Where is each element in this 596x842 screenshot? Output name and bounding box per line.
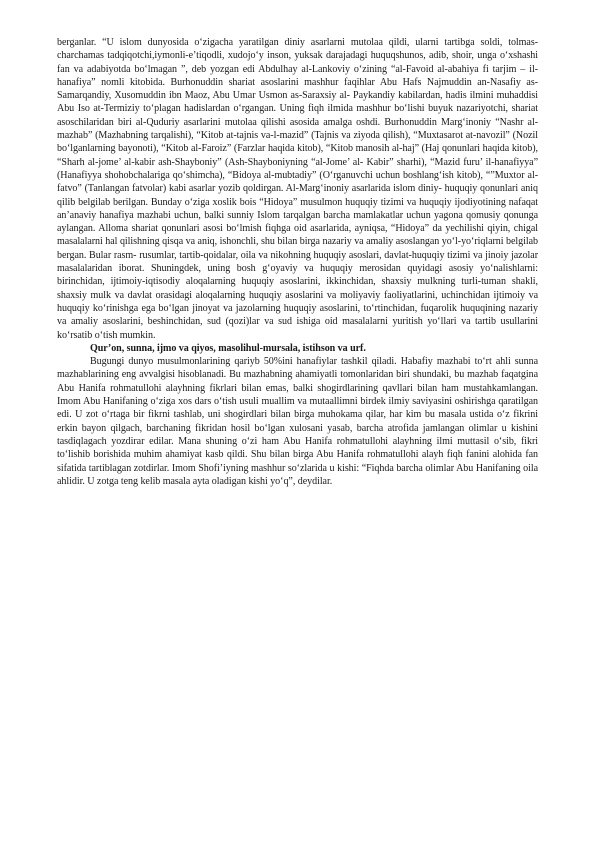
section-heading: Qur’on, sunna, ijmo va qiyos, masolihul-mursala, istihson va urf. [90, 342, 366, 354]
body-paragraph-hidoya: berganlar. “U islom dunyosida o‘zigacha yaratilgan diniy asarlarni mutolaa qildi, ularni tartibga soldi, tolmas-charchamas tadqiqotchi,iymonli-e’tiqodli, xudojo‘y inson, yuksak darajadagi huquqshunos, adib, shoir, unga o‘xshashi fan va adabiyotda bo‘lmagan ”, deb yozgan edi Abdulhay al-Lankoviy o‘zining “al-Favoid al-abahiya fi tarjim – il-hanafiya” nomli kitobida. Burhonuddin shariat asoslarini mashhur faqihlar Abu Hafs Najmuddin an-Nasafiy as-Samarqandiy, Xusomuddin ibn Maoz, Abu Umar Usmon as-Saraxsiy al- Paykandiy kabilardan, hadis ilmini muhaddisi Abu Iso at-Termiziy to‘plagan hadislardan o‘rgangan. Uning fiqh ilmida mashhur bo‘lishi buyuk nazariyotchi, shariat asoschilaridan biri al-Quduriy asarlarini mutolaa qilishi asosida amalga oshdi. Burhonuddin Marg‘inoniy “Nashr al-mazhab” (Mazhabning tarqalishi), “Kitob at-tajnis va-l-mazid” (Tajnis va ziyoda qilish), “Muxtasarot at-navozil” (Nozil bo‘lganlarning bayonoti), “Kitob al-Faroiz” (Farzlar haqida kitob), “Kitob manosih al-haj” (Haj qonunlari haqida kitob), “Sharh al-jome’ al-kabir ash-Shayboniy” (Ash-Shayboniyning “al-Jome’ al- Kabir” sharhi), “Mazid furu’ il-hanafiyya” (Hanafiyya shohobchalariga qo‘shimcha), “Bidoya al-mubtadiy” (O‘rganuvchi uchun boshlang‘ish kitob), “”Muxtor al-fatvo” (Tanlangan fatvolar) kabi asarlar yozib qoldirgan. Al-Marg‘inoniy asarlarida islom diniy- huquqiy qonunlari aniq qilib belgilab berilgan. Bunday o‘ziga xoslik bois “Hidoya” musulmon huquqiy tizimi va huquqiy ijodiyotining nafaqat an’anaviy hanafiya mazhabi uchun, balki sunniy Islom tarqalgan barcha mamlakatlar uchun yagona qomusiy qonunga aylangan. Alloma shariat qonunlari asosi bo‘lmish fiqhga oid asarlarida, ayniqsa, “Hidoya” da yechilishi qiyin, chigal masalalarni hal qilishning qisqa va aniq, ishonchli, shu bilan birga nazariy va amaliy asoslangan yo‘l-yo‘riqlarni belgilab bergan. Bular rasm- rusumlar, tartib-qoidalar, oila va nikohning huquqiy asoslari, davlat-huquqiy tizimi va jinoiy jazolar masalalaridan iborat. Shuningdek, uning bosh g‘oyaviy va huquqiy merosidan quyidagi asosiy yo‘nalishlarni: birinchidan, ijtimoiy-iqtisodiy aloqalarning huquqiy asoslarini, ikkinchidan, shaxsiy mulkning turli-tuman shakli, shaxsiy mulk va davlat orasidagi aloqalarning huquqiy asoslarini va moliyaviy faoliyatlarini, uchinchidan ijtimoiy va huquqiy ko‘rinishga ega bo‘lgan jinoyat va jazolarning huquqiy asoslarini, to‘rtinchidan, fuqarolik huquqining nazariy va amaliy asoslarini, beshinchidan, sud (qozi)lar va sud ishiga oid masalalarni yuritish yo‘llari va tartib usullarini ko‘rsatib o‘tish mumkin. [57, 37, 538, 341]
document-page [57, 36, 538, 488]
body-paragraph-hanafiya: Bugungi dunyo musulmonlarining qariyb 50%ini hanafiylar tashkil qiladi. Habafiy mazhabi to‘rt ahli sunna mazhablarining eng avvalgisi hisoblanadi. Bu mazhabning ahamiyatli tomonlaridan biri shundaki, bu mazhab faqatgina Abu Hanifa rohmatullohi alayhning fikrlari bilan emas, balki shogirdlarining qavllari bilan ham mustahkamlangan. Imom Abu Hanifaning o‘ziga xos dars o‘tish usuli muallim va mutaallimni birdek ilmiy saviyasini oshirishga qaratilgan edi. U zot o‘rtaga bir fikrni tashlab, uni shogirdlari bilan birga muhokama qilar, har kim bu masala ustida o‘z fikrini erkin bayon qilgach, barchaning fikridan hosil bo‘lgan xulosani yasab, barcha atrofida jamlangan olimlar u kishini tasdiqlagach yozdirar edilar. Mana shuning o‘zi ham Abu Hanifa rohmatullohi alayhning ilmi muttasil o‘sib, fikri to‘lishib borishida muhim ahamiyat kasb qildi. Shu bilan birga Abu Hanifa rohmatullohi alayh fiqh fanini alohida fan sifatida tartiblagan zotdirlar. Imom Shofi’iyning mashhur so‘zlarida u kishi: “Fiqhda barcha olimlar Abu Hanifaning oila ahlidir. U zotga teng kelib masala ayta oladigan kishi yo‘q”, deydilar. [57, 356, 538, 487]
